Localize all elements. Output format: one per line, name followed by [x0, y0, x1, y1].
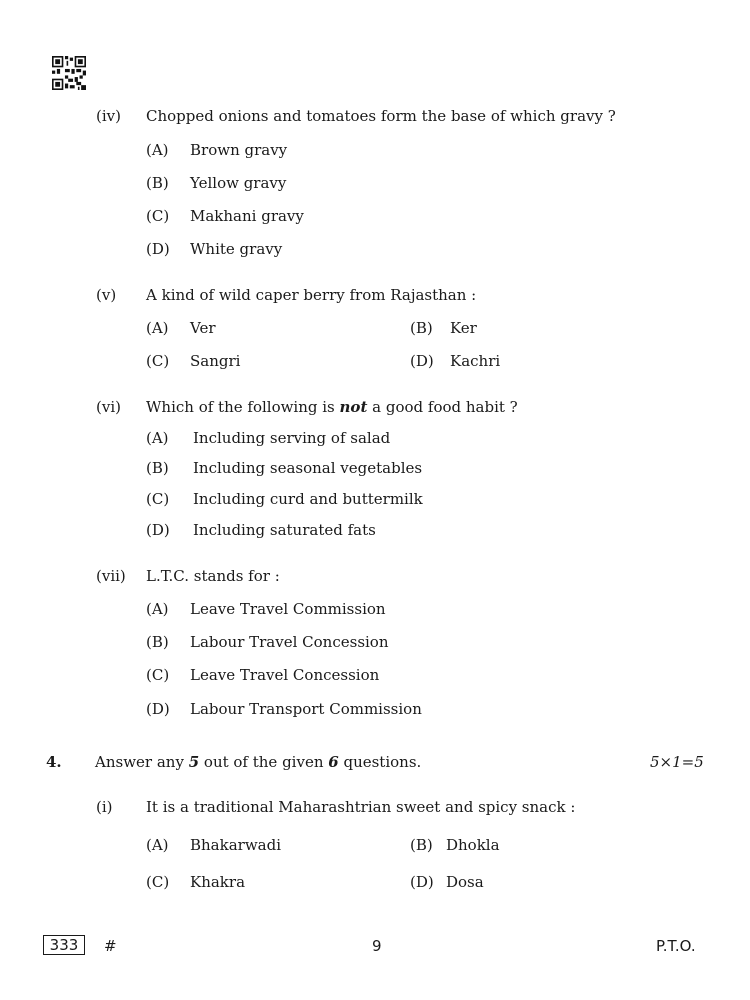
option-label: (D)	[410, 873, 434, 891]
option-text: Including seasonal vegetables	[193, 459, 423, 477]
option-label: (B)	[410, 836, 433, 854]
option-label: (A)	[146, 600, 169, 618]
question-text: A kind of wild caper berry from Rajasthan :	[146, 286, 477, 304]
option-text: Labour Travel Concession	[190, 633, 389, 651]
question-number: (i)	[96, 798, 113, 816]
option-label: (C)	[146, 873, 170, 891]
option-text: Dosa	[446, 873, 484, 891]
option-label: (A)	[146, 429, 169, 447]
question-text: L.T.C. stands for :	[146, 567, 280, 585]
option-text: Makhani gravy	[190, 207, 304, 225]
option-text: Dhokla	[446, 836, 500, 854]
pto-label: P.T.O.	[656, 937, 696, 955]
option-text: Including serving of salad	[193, 429, 391, 447]
option-label: (C)	[146, 207, 170, 225]
option-label: (D)	[410, 352, 434, 370]
option-text: Khakra	[190, 873, 246, 891]
question-number: (v)	[96, 286, 117, 304]
question-text: Which of the following is not a good food habit ?	[146, 398, 518, 416]
option-text: Ker	[450, 319, 477, 337]
option-text: Including saturated fats	[193, 521, 376, 539]
option-text: White gravy	[190, 240, 283, 258]
option-text: Brown gravy	[190, 141, 288, 159]
question-number: (vii)	[96, 567, 126, 585]
option-text: Leave Travel Concession	[190, 666, 380, 684]
option-label: (B)	[410, 319, 433, 337]
option-label: (B)	[146, 633, 169, 651]
option-label: (C)	[146, 352, 170, 370]
option-label: (A)	[146, 836, 169, 854]
emphasis: not	[339, 398, 368, 416]
section-number: 4.	[46, 753, 62, 771]
option-text: Leave Travel Commission	[190, 600, 386, 618]
option-text: Sangri	[190, 352, 241, 370]
option-text: Bhakarwadi	[190, 836, 282, 854]
option-label: (D)	[146, 240, 170, 258]
paper-code-box: 333	[43, 935, 85, 955]
option-label: (C)	[146, 490, 170, 508]
option-text: Yellow gravy	[190, 174, 287, 192]
hash-mark: #	[104, 937, 117, 955]
option-label: (D)	[146, 700, 170, 718]
question-number: (vi)	[96, 398, 121, 416]
option-text: Labour Transport Commission	[190, 700, 422, 718]
question-text: It is a traditional Maharashtrian sweet and spicy snack :	[146, 798, 576, 816]
option-label: (D)	[146, 521, 170, 539]
option-label: (A)	[146, 141, 169, 159]
option-label: (A)	[146, 319, 169, 337]
option-text: Including curd and buttermilk	[193, 490, 423, 508]
option-text: Ver	[190, 319, 216, 337]
option-label: (B)	[146, 459, 169, 477]
option-text: Kachri	[450, 352, 501, 370]
page-number: 9	[372, 937, 382, 955]
section-instruction: Answer any 5 out of the given 6 questions.	[95, 753, 422, 771]
option-label: (C)	[146, 666, 170, 684]
question-text: Chopped onions and tomatoes form the base of which gravy ?	[146, 107, 616, 125]
qr-code-icon	[52, 56, 86, 90]
marks-label: 5×1=5	[650, 753, 704, 771]
question-number: (iv)	[96, 107, 121, 125]
option-label: (B)	[146, 174, 169, 192]
